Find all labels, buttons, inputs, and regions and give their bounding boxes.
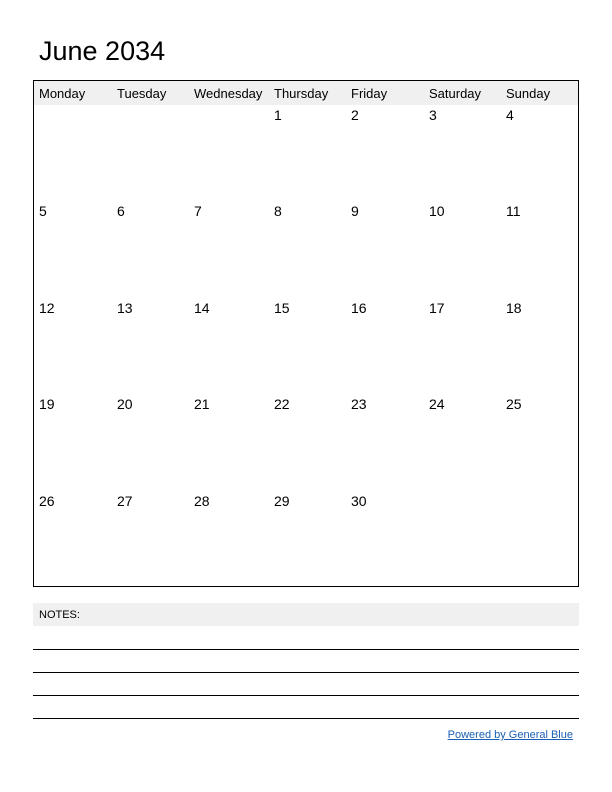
weekday-sunday: Sunday [506,86,551,101]
date-cell: 26 [39,493,55,509]
date-cell: 13 [117,300,133,316]
date-cell: 24 [429,396,445,412]
weekday-tuesday: Tuesday [117,86,167,101]
date-cell: 18 [506,300,522,316]
date-cell: 14 [194,300,210,316]
date-cell: 2 [351,107,359,123]
date-cell: 4 [506,107,514,123]
powered-by-link[interactable]: Powered by General Blue [447,729,573,741]
note-line [33,695,579,696]
weekday-wednesday: Wednesday [194,86,263,101]
date-cell: 30 [351,493,367,509]
weekday-friday: Friday [351,86,388,101]
weekday-saturday: Saturday [429,86,482,101]
date-cell: 15 [274,300,290,316]
note-line [33,649,579,650]
date-cell: 22 [274,396,290,412]
page-title: June 2034 [39,36,166,66]
date-cell: 28 [194,493,210,509]
date-cell: 6 [117,203,125,219]
weekday-thursday: Thursday [274,86,329,101]
date-cell: 17 [429,300,445,316]
date-cell: 5 [39,203,47,219]
note-line [33,672,579,673]
calendar-grid [33,80,579,587]
date-grid [34,105,578,586]
date-cell: 8 [274,203,282,219]
date-cell: 21 [194,396,210,412]
date-cell: 9 [351,203,359,219]
date-cell: 7 [194,203,202,219]
date-cell: 11 [506,203,521,219]
date-cell: 23 [351,396,367,412]
date-cell: 16 [351,300,367,316]
date-cell: 1 [274,107,282,123]
date-cell: 20 [117,396,133,412]
date-cell: 12 [39,300,55,316]
date-cell: 10 [429,203,445,219]
note-line [33,718,579,719]
weekday-header-row [34,81,578,105]
notes-label: NOTES: [39,609,80,621]
date-cell: 27 [117,493,133,509]
date-cell: 29 [274,493,290,509]
date-cell: 19 [39,396,55,412]
date-cell: 3 [429,107,437,123]
weekday-monday: Monday [39,86,86,101]
notes-header [33,603,579,626]
date-cell: 25 [506,396,522,412]
